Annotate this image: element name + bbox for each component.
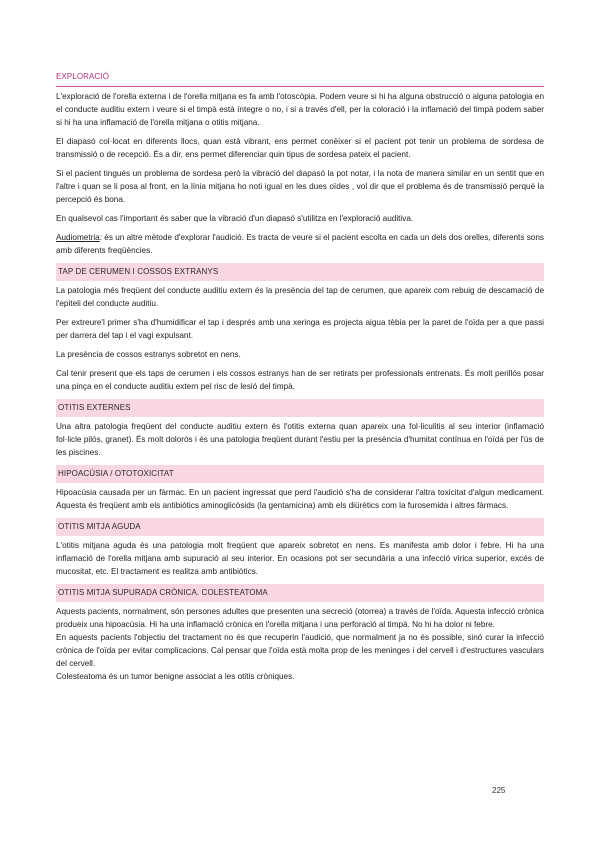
paragraph: En aquests pacients l'objectiu del tractament no és que recuperin l'audició, que normalment ja no és possible, sinó curar la infecció crònica de l'oïda per evitar complicacions. Cal pensar que l'oïda està molta prop de les meninges i del cervell i d'estructures vasculars del cervell. <box>56 633 544 668</box>
paragraph: Hipoacúsia causada per un fàrmac. En un pacient ingressat que perd l'audició s'ha de considerar l'altra toxicitat d'algun medicament. Aquesta és freqüent amb els antibiòtics aminoglicòsids (la gentamicina) amb els diürètics com la furosemida i altres fàrmacs. <box>56 488 544 510</box>
section-rule <box>56 86 544 87</box>
audiometria-term: Audiometria <box>56 233 100 242</box>
paragraph: La presència de cossos estranys sobretot en nens. <box>56 350 241 359</box>
section-otitis-externes <box>56 399 544 459</box>
paragraph: L'otitis mitjana aguda és una patologia molt freqüent que apareix sobretot en nens. Es manifesta amb dolor i febre. Hi ha una inflamació de l'orella mitjana amb supuració al seu interior. En ocasions pot ser secundària a una infecció vírica superior, excés de mucositat, etc. El tractament es realitza amb antibiòtics. <box>56 541 544 576</box>
paragraph: Si el pacient tingués un problema de sordesa però la vibració del diapasó la pot notar, i la nota de manera similar en un sentit que en l'altre i quan se li posa al front, en la línia mitjana ho noti igual en les dues oïdes , vol dir que el problema és de transmissió perquè la percepció és bona. <box>56 169 544 204</box>
section-title: OTITIS MITJA SUPURADA CRÒNICA. COLESTEATOMA <box>56 584 544 602</box>
paragraph: Per extreure'l primer s'ha d'humidificar el tap i després amb una xeringa es projecta aigua tèbia per la paret de l'oïda per a que passi per darrera del tap i el vagi expulsant. <box>56 318 544 340</box>
page-content <box>56 68 544 685</box>
section-title: HIPOACÚSIA / OTOTOXICITAT <box>56 465 544 483</box>
paragraph: El diapasó col·locat en diferents llocs, quan està vibrant, ens permet conèixer si el pacient pot tenir un problema de sordesa de transmissió o de recepció. És a dir, ens permet diferenciar quin tipus de sordesa pateix el pacient. <box>56 137 544 159</box>
section-exploracio <box>56 68 544 257</box>
section-title: OTITIS MITJA AGUDA <box>56 518 544 536</box>
section-title: EXPLORACIÓ <box>56 72 110 81</box>
paragraph: Cal tenir present que els taps de cerumen i els cossos estranys han de ser retirats per professionals entrenats. És molt perillós posar una pinça en el conducte auditiu extern pel risc de lesió del timpà. <box>56 369 544 391</box>
section-tap-cerumen <box>56 263 544 393</box>
section-hipoacusia <box>56 465 544 512</box>
paragraph: L'exploració de l'orella externa i de l'orella mitjana es fa amb l'otoscòpia. Podem veure si hi ha alguna obstrucció o alguna patologia en el conducte auditiu extern i veure si el timpà està íntegre o no, i si a través d'ell, per la coloració i la inflamació del timpà podem saber si hi ha una inflamació de l'orella mitjana o otitis mitjana. <box>56 92 544 127</box>
paragraph: La patologia més freqüent del conducte auditiu extern és la presència del tap de cerumen, que apareix com rebuig de descamació de l'epiteli del conducte auditiu. <box>56 286 544 308</box>
section-otitis-cronica <box>56 584 544 683</box>
paragraph: Colesteatoma és un tumor benigne associat a les otitis cròniques. <box>56 672 295 681</box>
paragraph: En qualsevol cas l'important és saber que la vibració d'un diapasó s'utilitza en l'exploració auditiva. <box>56 214 414 223</box>
section-title: OTITIS EXTERNES <box>56 399 544 417</box>
paragraph: Aquests pacients, normalment, són persones adultes que presenten una secreció (otorrea) a través de l'oïda. Aquesta infecció crònica produeix una hipoacúsia. Hi ha una inflamació crònica en l'orella mitjana i una perforació al timpà. No hi ha dolor ni febre. <box>56 607 544 629</box>
paragraph: Una altra patologia freqüent del conducte auditiu extern és l'otitis externa quan apareix una fol·liculitis al seu interior (inflamació fol·licle pilós, granet). És molt dolorós i és una patologia freqüent durant l'estiu per la presència d'humitat contínua en l'oïda per l'ús de les piscines. <box>56 422 544 457</box>
paragraph-text: : és un altre mètode d'explorar l'audició. Es tracta de veure si el pacient escolta en cada un dels dos orelles, diferents sons amb diferents freqüències. <box>56 233 544 255</box>
section-otitis-mitja-aguda <box>56 518 544 578</box>
paragraph <box>56 231 544 257</box>
page-number: 225 <box>492 786 506 795</box>
section-title: TAP DE CERUMEN I COSSOS EXTRANYS <box>56 263 544 281</box>
